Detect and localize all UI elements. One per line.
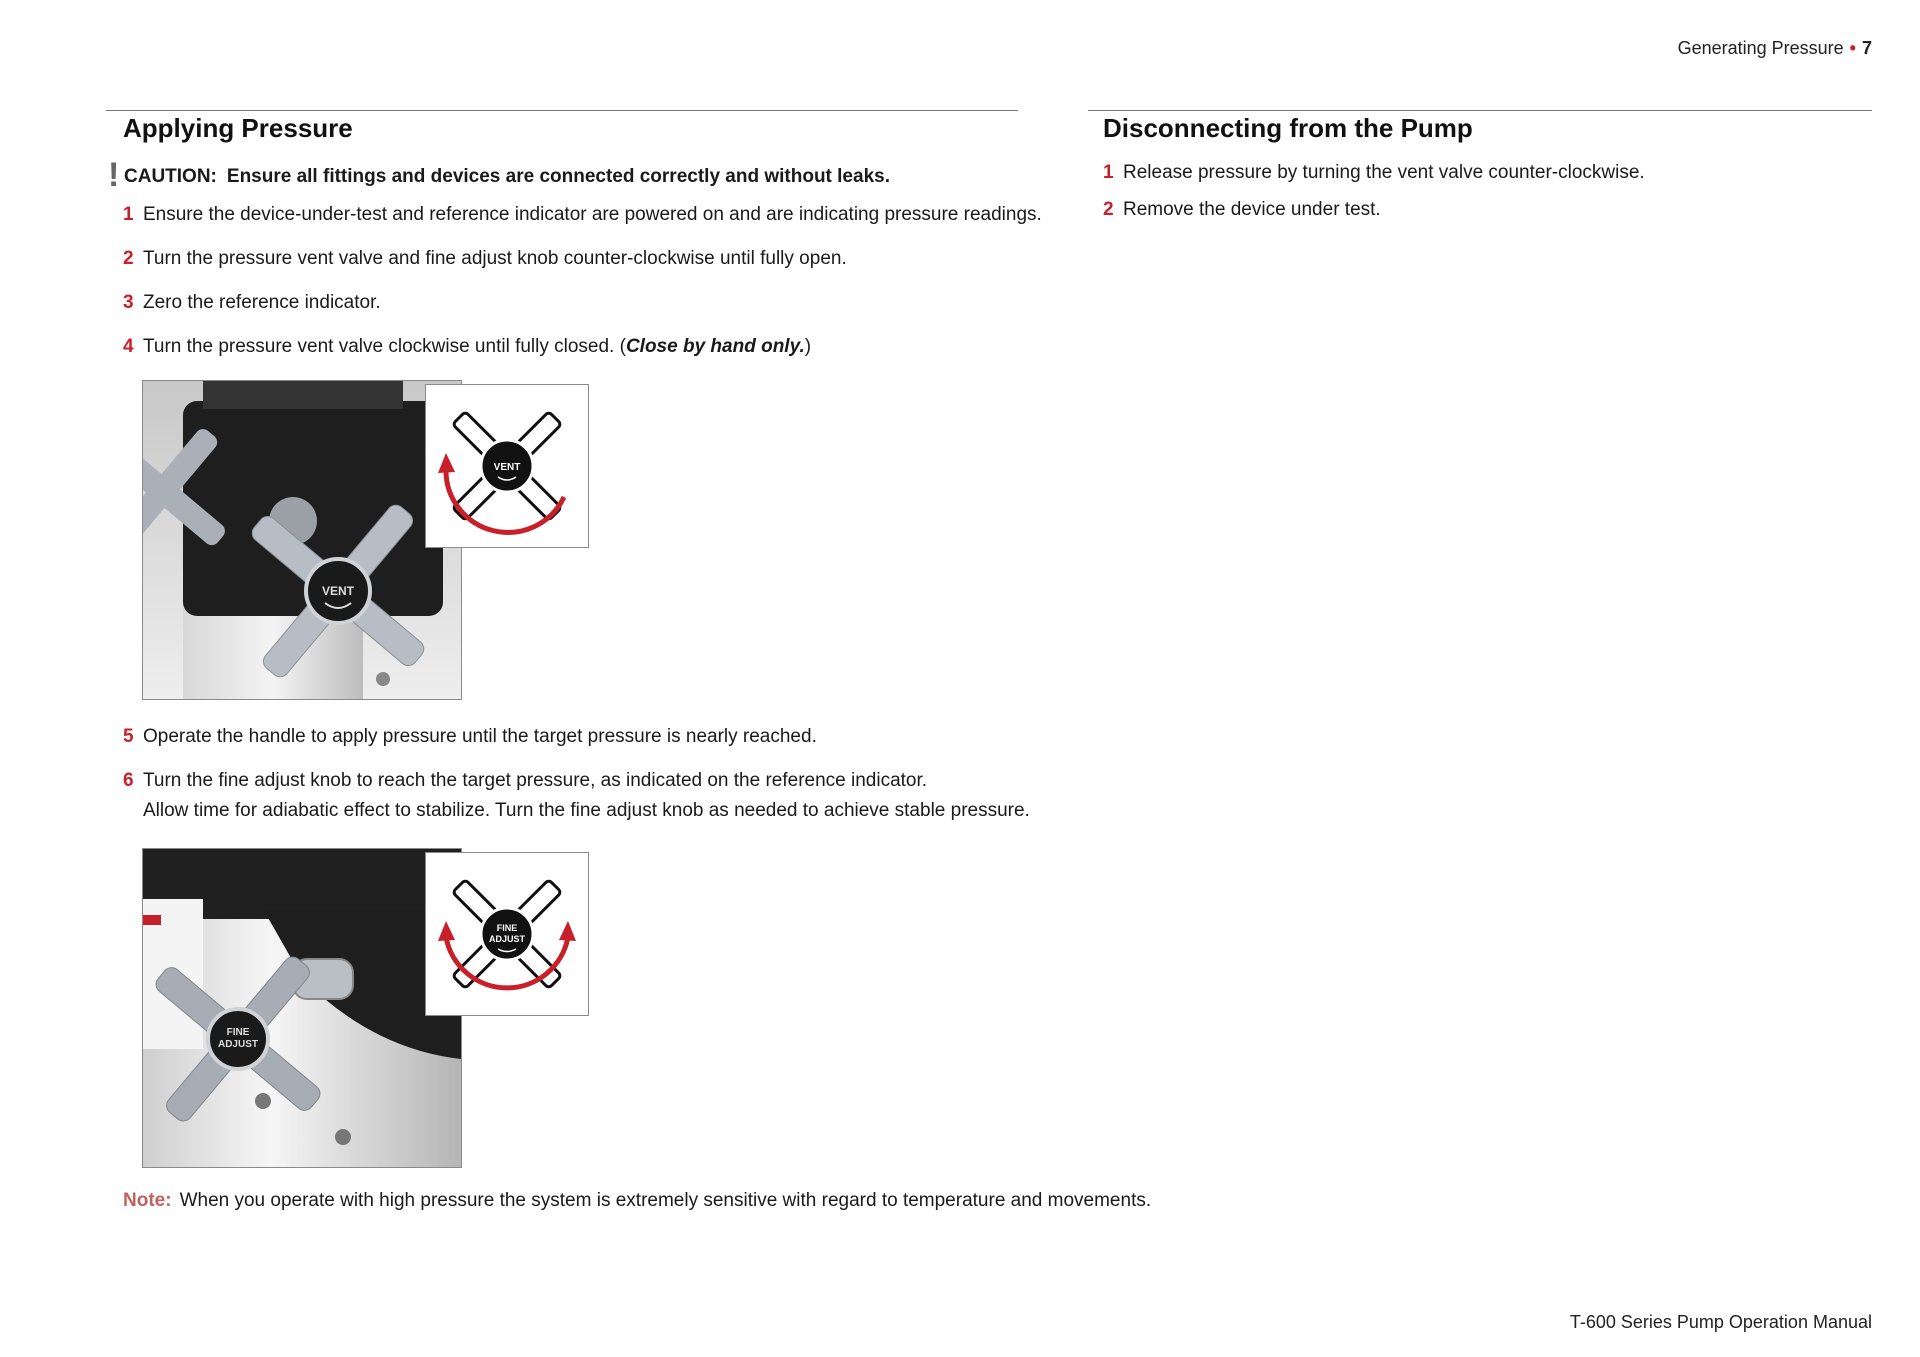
section-name: Generating Pressure xyxy=(1677,38,1844,58)
caution-notice xyxy=(108,156,890,194)
step-number: 4 xyxy=(123,336,134,357)
section-title-disconnecting: Disconnecting from the Pump xyxy=(1103,113,1473,143)
step-text: Turn the fine adjust knob to reach the target pressure, as indicated on the reference indicator. xyxy=(143,770,928,791)
arrow-head-right-icon xyxy=(559,921,576,941)
list-item xyxy=(123,200,1042,230)
fine-adjust-rotation-icon xyxy=(426,853,588,1015)
vent-inset-label: VENT xyxy=(493,462,521,473)
step-text-after: ) xyxy=(804,336,812,357)
step-text: Ensure the device-under-test and reference indicator are powered on and are indicating pressure readings. xyxy=(143,204,1042,225)
step-emphasis: Close by hand only. xyxy=(625,336,805,357)
step-number: 1 xyxy=(123,204,134,225)
step-number: 1 xyxy=(1103,162,1114,183)
note xyxy=(123,1190,1151,1212)
fine-inset-label-1: FINE xyxy=(496,923,518,933)
vent-rotation-diagram xyxy=(425,384,589,548)
caution-text: Ensure all fittings and devices are connected correctly and without leaks. xyxy=(226,166,890,187)
step-text: Remove the device under test. xyxy=(1123,199,1381,220)
step-number: 2 xyxy=(123,248,134,269)
fine-knob-label-1: FINE xyxy=(226,1027,250,1038)
list-item xyxy=(1103,158,1645,188)
fine-adjust-rotation-diagram xyxy=(425,852,589,1016)
running-header xyxy=(1678,38,1872,59)
page-number: 7 xyxy=(1861,38,1872,58)
list-item xyxy=(123,288,381,318)
right-section-rule xyxy=(1088,110,1872,111)
section-title-applying-pressure: Applying Pressure xyxy=(123,113,353,143)
step-number: 6 xyxy=(123,770,134,791)
list-item xyxy=(1103,195,1381,225)
separator-dot: • xyxy=(1849,38,1856,58)
step-text: Zero the reference indicator. xyxy=(143,292,381,313)
fine-inset-label-2: ADJUST xyxy=(488,934,526,944)
note-text: When you operate with high pressure the system is extremely sensitive with regard to temperature and movements. xyxy=(179,1190,1152,1211)
list-item xyxy=(123,722,817,752)
step-number: 2 xyxy=(1103,199,1114,220)
fine-adjust-illustration xyxy=(143,849,461,1167)
fine-adjust-photo xyxy=(142,848,462,1168)
step-text: Operate the handle to apply pressure until the target pressure is nearly reached. xyxy=(143,726,817,747)
step-number: 5 xyxy=(123,726,134,747)
exclamation-icon: ! xyxy=(108,156,120,194)
vent-valve-illustration xyxy=(143,381,461,699)
step-text-continued: Allow time for adiabatic effect to stabilize. Turn the fine adjust knob as needed to achieve stable pressure. xyxy=(143,800,1030,821)
vent-rotation-icon xyxy=(426,385,588,547)
arrow-head-left-icon xyxy=(438,921,455,941)
footer-manual-title: T-600 Series Pump Operation Manual xyxy=(1569,1312,1872,1332)
fine-knob-label-2: ADJUST xyxy=(217,1039,259,1050)
step-number: 3 xyxy=(123,292,134,313)
list-item xyxy=(123,766,1030,826)
list-item xyxy=(123,244,847,274)
arrow-head-icon xyxy=(438,453,455,473)
step-text: Release pressure by turning the vent valve counter-clockwise. xyxy=(1123,162,1645,183)
vent-knob-label: VENT xyxy=(321,584,355,598)
step-text: Turn the pressure vent valve clockwise until fully closed. ( xyxy=(143,336,626,357)
left-section-rule xyxy=(106,110,1018,111)
note-label: Note: xyxy=(123,1190,172,1211)
caution-label: CAUTION: xyxy=(124,166,217,187)
vent-valve-photo xyxy=(142,380,462,700)
step-text: Turn the pressure vent valve and fine adjust knob counter-clockwise until fully open. xyxy=(143,248,847,269)
list-item xyxy=(123,332,812,362)
